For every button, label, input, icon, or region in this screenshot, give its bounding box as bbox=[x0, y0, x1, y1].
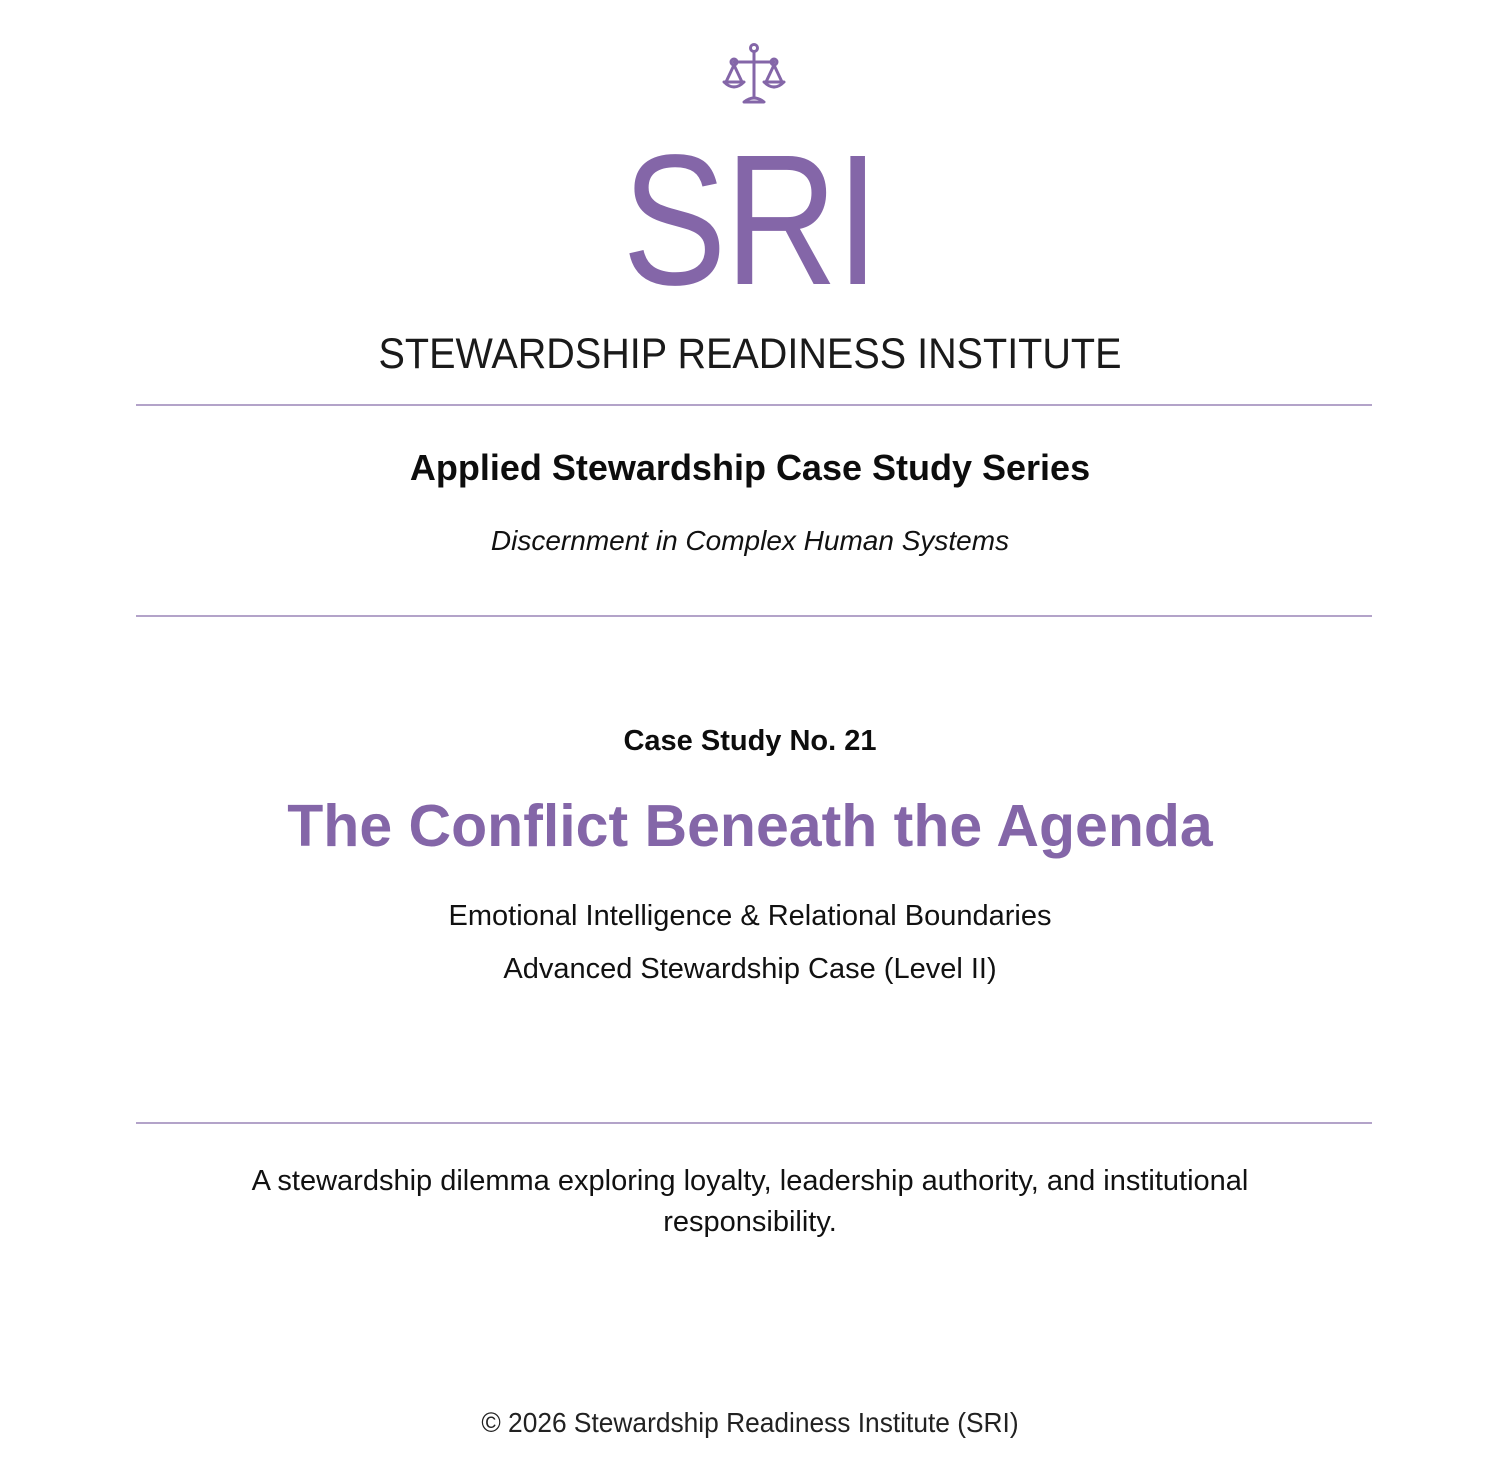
divider-bottom bbox=[136, 1122, 1372, 1124]
copyright-notice: © 2026 Stewardship Readiness Institute (SRI) bbox=[481, 1407, 1019, 1438]
divider-middle bbox=[136, 615, 1372, 617]
case-study-topic: Emotional Intelligence & Relational Boundaries bbox=[448, 900, 1052, 932]
case-study-title: The Conflict Beneath the Agenda bbox=[287, 793, 1213, 859]
series-subtitle: Discernment in Complex Human Systems bbox=[490, 525, 1010, 556]
case-study-level: Advanced Stewardship Case (Level II) bbox=[503, 953, 997, 985]
case-description: A stewardship dilemma exploring loyalty, leadership authority, and institutional responsibility. bbox=[251, 1165, 1249, 1238]
organization-acronym: SRI bbox=[622, 117, 878, 324]
series-title: Applied Stewardship Case Study Series bbox=[409, 447, 1091, 488]
organization-name: STEWARDSHIP READINESS INSTITUTE bbox=[378, 330, 1122, 378]
scales-of-justice-icon bbox=[720, 42, 788, 108]
divider-top bbox=[136, 404, 1372, 406]
case-study-number: Case Study No. 21 bbox=[623, 725, 877, 757]
